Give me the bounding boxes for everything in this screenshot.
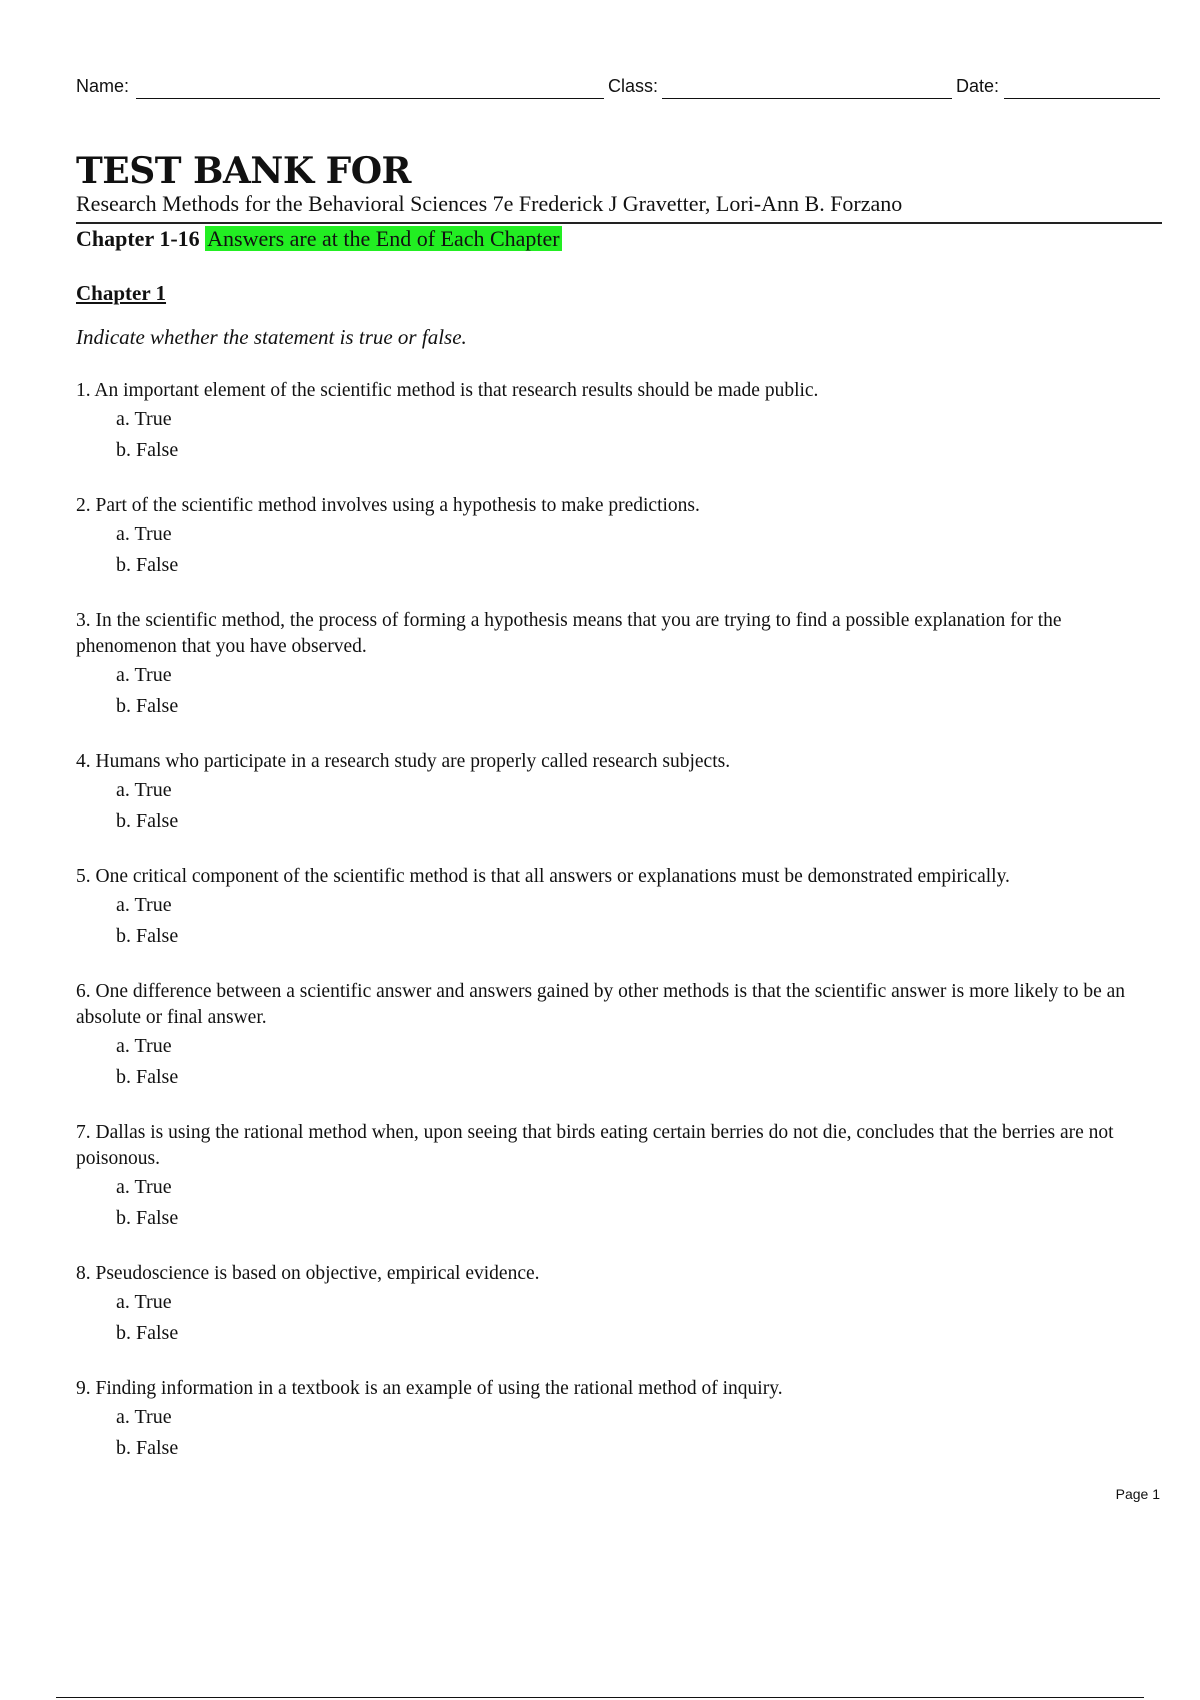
- question-stem: 2. Part of the scientific method involves using a hypothesis to make predictions.: [76, 495, 700, 516]
- question-stem: 7. Dallas is using the rational method when, upon seeing that birds eating certain berries do not die, concludes that the berries are not poisonous.: [76, 1122, 1114, 1169]
- option-false[interactable]: b. False: [116, 695, 179, 717]
- date-field-line[interactable]: [1004, 98, 1160, 99]
- option-false[interactable]: b. False: [116, 1207, 179, 1229]
- option-false[interactable]: b. False: [116, 1322, 179, 1344]
- name-field-line[interactable]: [136, 98, 604, 99]
- option-true[interactable]: a. True: [116, 523, 172, 545]
- answers-note-highlight: Answers are at the End of Each Chapter: [207, 226, 560, 251]
- date-label: Date:: [956, 76, 1000, 96]
- class-label: Class:: [608, 76, 659, 96]
- document-subtitle: Research Methods for the Behavioral Sciences 7e Frederick J Gravetter, Lori-Ann B. Forzano: [76, 191, 903, 216]
- page-number: Page 1: [1115, 1486, 1160, 1502]
- option-false[interactable]: b. False: [116, 1437, 179, 1459]
- option-true[interactable]: a. True: [116, 1176, 172, 1198]
- option-false[interactable]: b. False: [116, 925, 179, 947]
- question-item: [76, 979, 1164, 1093]
- question-stem: 3. In the scientific method, the process of forming a hypothesis means that you are trying to find a possible explanation for the phenomenon that you have observed.: [76, 610, 1062, 657]
- question-stem: 4. Humans who participate in a research study are properly called research subjects.: [76, 751, 731, 772]
- question-item: [76, 749, 1164, 837]
- option-false[interactable]: b. False: [116, 810, 179, 832]
- title-divider: [76, 222, 1162, 224]
- question-item: [76, 864, 1164, 952]
- question-item: [76, 608, 1164, 722]
- option-false[interactable]: b. False: [116, 1066, 179, 1088]
- header-fields: [76, 76, 1160, 102]
- question-stem: 9. Finding information in a textbook is an example of using the rational method of inquiry.: [76, 1378, 783, 1399]
- question-stem: 6. One difference between a scientific answer and answers gained by other methods is that the scientific answer is more likely to be an absolute or final answer.: [76, 981, 1126, 1028]
- page-bottom-divider: [56, 1697, 1144, 1698]
- question-list: [76, 378, 1164, 1491]
- question-item: [76, 493, 1164, 581]
- question-item: [76, 1376, 1164, 1464]
- option-true[interactable]: a. True: [116, 1035, 172, 1057]
- option-true[interactable]: a. True: [116, 1291, 172, 1313]
- option-false[interactable]: b. False: [116, 554, 179, 576]
- option-false[interactable]: b. False: [116, 439, 179, 461]
- option-true[interactable]: a. True: [116, 664, 172, 686]
- question-item: [76, 1120, 1164, 1234]
- option-true[interactable]: a. True: [116, 779, 172, 801]
- option-true[interactable]: a. True: [116, 408, 172, 430]
- chapter-range-line: [76, 226, 562, 252]
- chapter-range: Chapter 1-16: [76, 226, 200, 251]
- question-item: [76, 378, 1164, 466]
- question-item: [76, 1261, 1164, 1349]
- chapter-heading: Chapter 1: [76, 281, 167, 305]
- question-stem: 5. One critical component of the scientific method is that all answers or explanations must be demonstrated empirically.: [76, 866, 1010, 887]
- question-stem: 1. An important element of the scientific method is that research results should be made public.: [76, 380, 819, 401]
- document-title: TEST BANK FOR: [76, 150, 411, 192]
- option-true[interactable]: a. True: [116, 1406, 172, 1428]
- name-label: Name:: [76, 76, 130, 96]
- class-field-line[interactable]: [662, 98, 952, 99]
- option-true[interactable]: a. True: [116, 894, 172, 916]
- question-stem: 8. Pseudoscience is based on objective, empirical evidence.: [76, 1263, 540, 1284]
- instructions: Indicate whether the statement is true or false.: [76, 325, 467, 349]
